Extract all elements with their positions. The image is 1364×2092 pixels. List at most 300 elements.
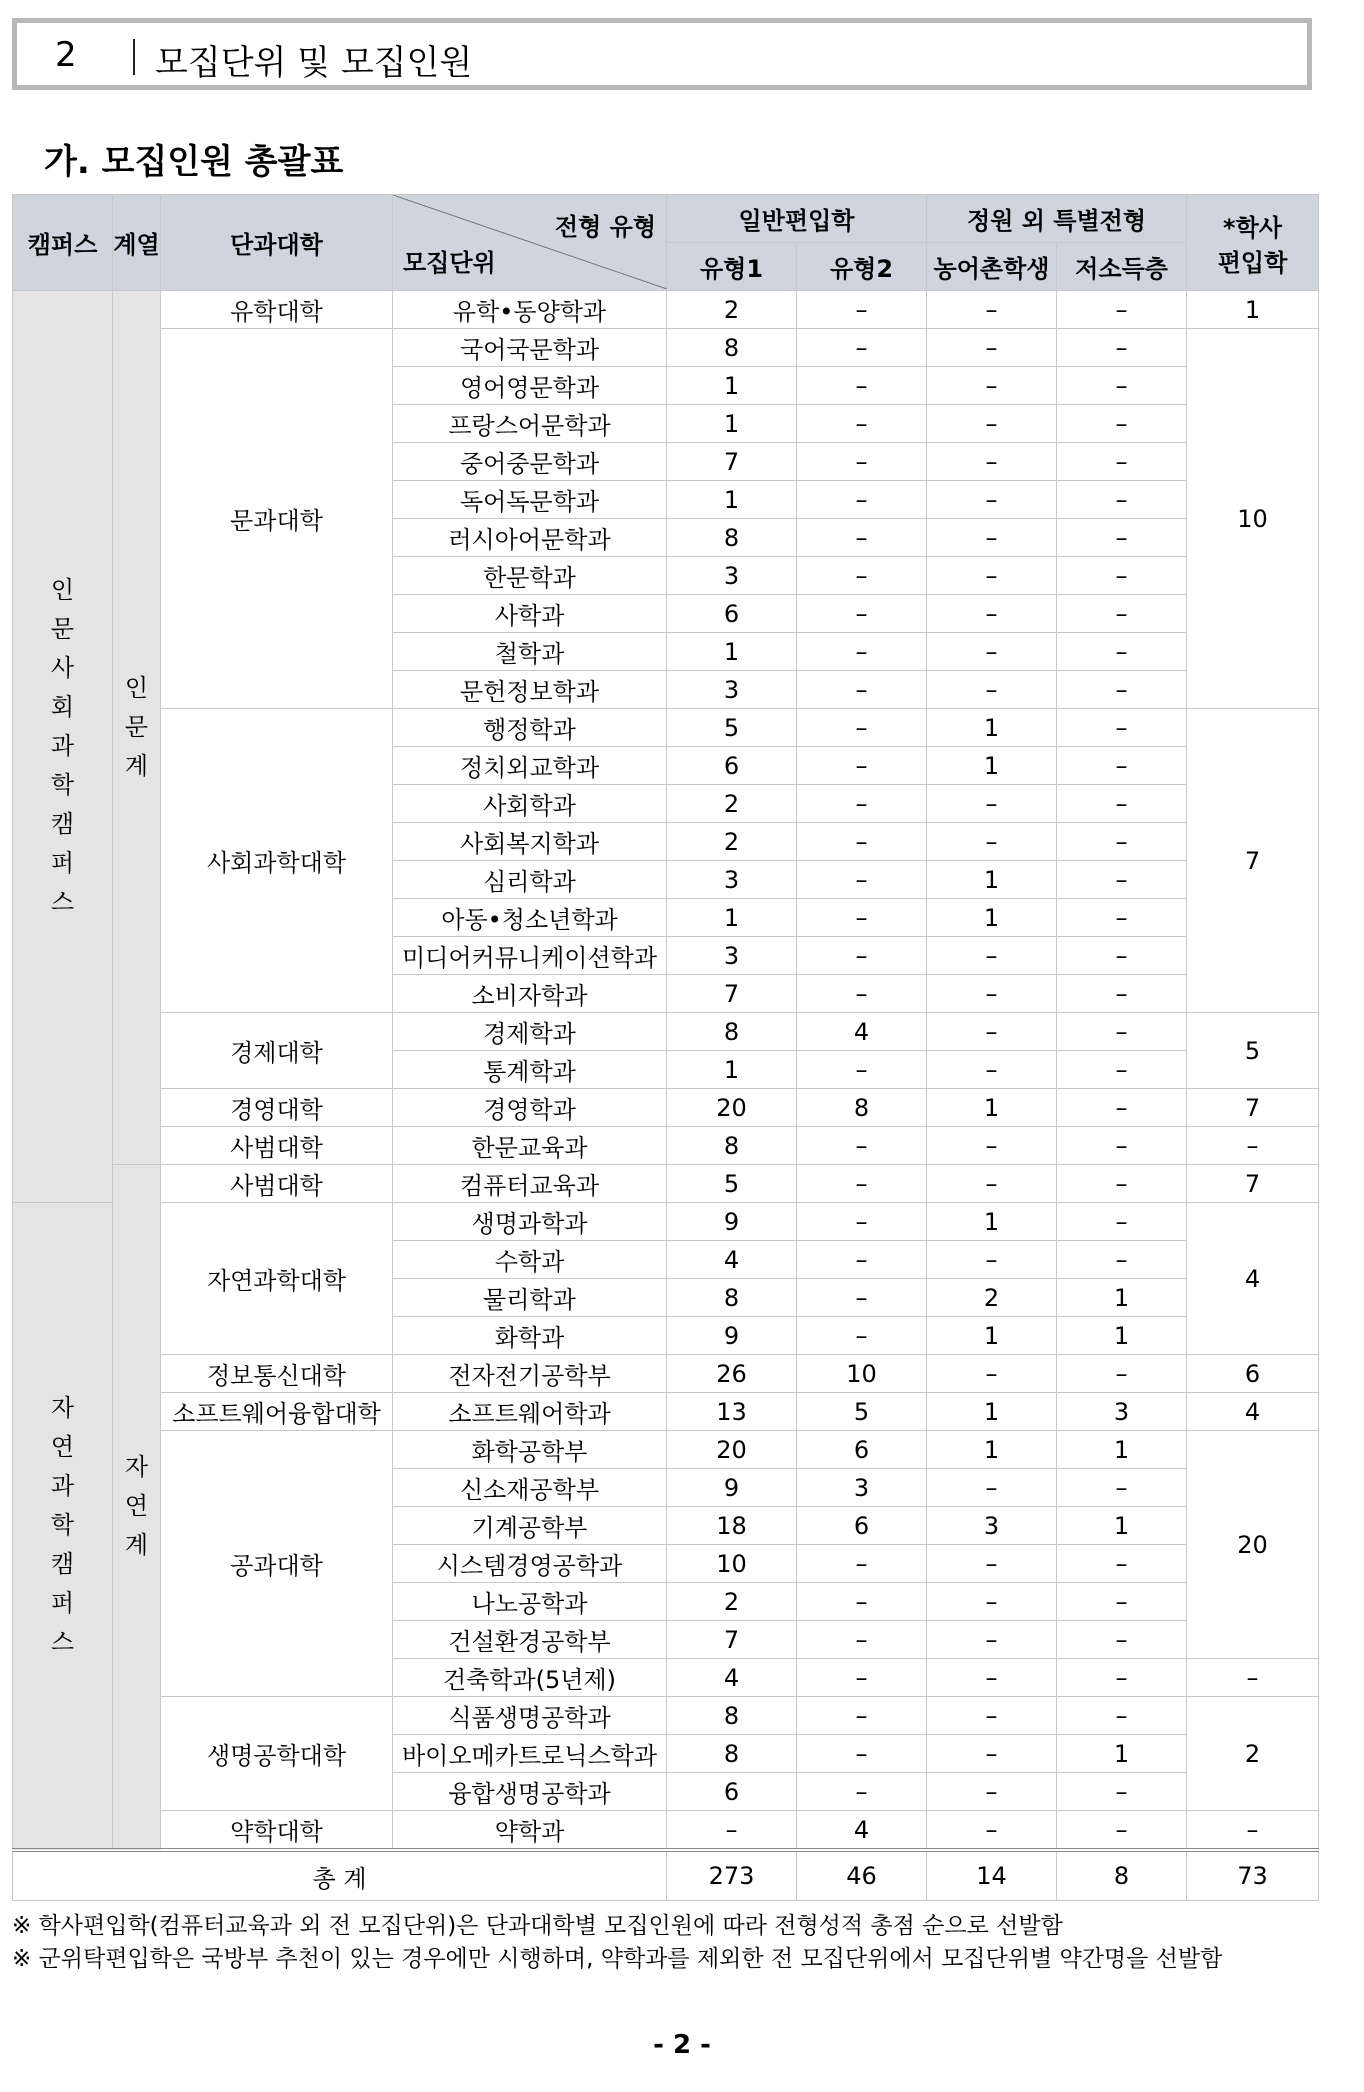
campus-char: 과 bbox=[50, 732, 75, 760]
campus-char: 캠 bbox=[50, 1550, 75, 1578]
unit-name-cell: 한문교육과 bbox=[393, 1127, 667, 1165]
lowincome-cell: – bbox=[1057, 1241, 1187, 1279]
lowincome-cell: – bbox=[1057, 1089, 1187, 1127]
rural-cell: – bbox=[927, 329, 1057, 367]
bachelor-cell: – bbox=[1187, 1127, 1319, 1165]
note-2: ※ 군위탁편입학은 국방부 추천이 있는 경우에만 시행하며, 약학과를 제외한 전 모집단위에서 모집단위별 약간명을 선발함 bbox=[12, 1946, 1223, 1972]
type1-cell: 7 bbox=[667, 443, 797, 481]
series-cell bbox=[113, 1165, 161, 1851]
total-bachelor: 73 bbox=[1187, 1850, 1319, 1901]
unit-name-cell: 영어영문학과 bbox=[393, 367, 667, 405]
lowincome-cell: 1 bbox=[1057, 1279, 1187, 1317]
rural-cell: – bbox=[927, 1697, 1057, 1735]
type1-cell: 8 bbox=[667, 1279, 797, 1317]
type2-cell: – bbox=[797, 1279, 927, 1317]
series-char: 문 bbox=[124, 713, 149, 741]
type1-cell: 3 bbox=[667, 937, 797, 975]
campus-char: 문 bbox=[50, 615, 75, 643]
campus-cell bbox=[13, 291, 113, 1203]
rural-cell: – bbox=[927, 595, 1057, 633]
type1-cell: 9 bbox=[667, 1317, 797, 1355]
lowincome-cell: 3 bbox=[1057, 1393, 1187, 1431]
rural-cell: – bbox=[927, 519, 1057, 557]
unit-name-cell: 건설환경공학부 bbox=[393, 1621, 667, 1659]
type1-cell: 13 bbox=[667, 1393, 797, 1431]
series-char: 계 bbox=[124, 1531, 149, 1559]
rural-cell: 1 bbox=[927, 1431, 1057, 1469]
header-bachelor-line2: 편입학 bbox=[1217, 248, 1288, 277]
type2-cell: – bbox=[797, 747, 927, 785]
campus-char: 사 bbox=[50, 654, 75, 682]
rural-cell: 1 bbox=[927, 1203, 1057, 1241]
lowincome-cell: 1 bbox=[1057, 1735, 1187, 1773]
rural-cell: 3 bbox=[927, 1507, 1057, 1545]
lowincome-cell: – bbox=[1057, 861, 1187, 899]
series-cell bbox=[113, 291, 161, 1165]
header-bachelor bbox=[1187, 195, 1319, 291]
type2-cell: – bbox=[797, 329, 927, 367]
type2-cell: – bbox=[797, 1203, 927, 1241]
type2-cell: 6 bbox=[797, 1507, 927, 1545]
lowincome-cell: – bbox=[1057, 671, 1187, 709]
type2-cell: – bbox=[797, 975, 927, 1013]
unit-name-cell: 국어국문학과 bbox=[393, 329, 667, 367]
header-special: 정원 외 특별전형 bbox=[927, 195, 1187, 243]
type2-cell: – bbox=[797, 405, 927, 443]
lowincome-cell: – bbox=[1057, 937, 1187, 975]
type2-cell: – bbox=[797, 1241, 927, 1279]
college-cell: 자연과학대학 bbox=[161, 1203, 393, 1355]
unit-name-cell: 생명과학과 bbox=[393, 1203, 667, 1241]
table-body bbox=[13, 291, 1319, 1901]
table-title: 가. 모집인원 총괄표 bbox=[44, 142, 344, 182]
rural-cell: – bbox=[927, 785, 1057, 823]
unit-name-cell: 프랑스어문학과 bbox=[393, 405, 667, 443]
campus-char: 학 bbox=[50, 771, 75, 799]
bachelor-cell: 10 bbox=[1187, 329, 1319, 709]
table-row bbox=[13, 1697, 1319, 1735]
unit-name-cell: 소비자학과 bbox=[393, 975, 667, 1013]
lowincome-cell: – bbox=[1057, 1127, 1187, 1165]
type2-cell: – bbox=[797, 937, 927, 975]
table-row bbox=[13, 1393, 1319, 1431]
section-header bbox=[12, 18, 1312, 90]
type2-cell: – bbox=[797, 1545, 927, 1583]
type1-cell: 8 bbox=[667, 1013, 797, 1051]
college-cell: 소프트웨어융합대학 bbox=[161, 1393, 393, 1431]
unit-name-cell: 철학과 bbox=[393, 633, 667, 671]
lowincome-cell: – bbox=[1057, 823, 1187, 861]
lowincome-cell: – bbox=[1057, 557, 1187, 595]
unit-name-cell: 사회복지학과 bbox=[393, 823, 667, 861]
type1-cell: 4 bbox=[667, 1659, 797, 1697]
type1-cell: 6 bbox=[667, 1773, 797, 1811]
type1-cell: 3 bbox=[667, 861, 797, 899]
campus-char: 자 bbox=[50, 1394, 75, 1422]
type2-cell: – bbox=[797, 367, 927, 405]
type2-cell: – bbox=[797, 633, 927, 671]
total-type1: 273 bbox=[667, 1850, 797, 1901]
type1-cell: 6 bbox=[667, 595, 797, 633]
type2-cell: 3 bbox=[797, 1469, 927, 1507]
type2-cell: – bbox=[797, 671, 927, 709]
rural-cell: – bbox=[927, 1165, 1057, 1203]
type1-cell: 20 bbox=[667, 1431, 797, 1469]
campus-char: 연 bbox=[50, 1433, 75, 1461]
section-number: 2 bbox=[55, 35, 77, 75]
type2-cell: – bbox=[797, 557, 927, 595]
type1-cell: 18 bbox=[667, 1507, 797, 1545]
bachelor-cell: – bbox=[1187, 1659, 1319, 1697]
series-char: 인 bbox=[124, 674, 149, 702]
college-cell: 문과대학 bbox=[161, 329, 393, 709]
rural-cell: – bbox=[927, 291, 1057, 329]
header-rural: 농어촌학생 bbox=[927, 243, 1057, 291]
header-campus: 캠퍼스 bbox=[13, 195, 113, 291]
type2-cell: – bbox=[797, 861, 927, 899]
table-row bbox=[13, 329, 1319, 367]
rural-cell: – bbox=[927, 1735, 1057, 1773]
unit-name-cell: 융합생명공학과 bbox=[393, 1773, 667, 1811]
page-number: - 2 - bbox=[653, 2030, 711, 2060]
lowincome-cell: – bbox=[1057, 1773, 1187, 1811]
unit-name-cell: 독어독문학과 bbox=[393, 481, 667, 519]
header-diagonal bbox=[393, 195, 667, 291]
lowincome-cell: – bbox=[1057, 1621, 1187, 1659]
table-row bbox=[13, 1355, 1319, 1393]
unit-name-cell: 식품생명공학과 bbox=[393, 1697, 667, 1735]
unit-name-cell: 나노공학과 bbox=[393, 1583, 667, 1621]
bachelor-cell: 7 bbox=[1187, 1089, 1319, 1127]
campus-char: 스 bbox=[50, 888, 75, 916]
lowincome-cell: – bbox=[1057, 1811, 1187, 1851]
type1-cell: 2 bbox=[667, 291, 797, 329]
type2-cell: 4 bbox=[797, 1811, 927, 1851]
bachelor-cell: 7 bbox=[1187, 1165, 1319, 1203]
rural-cell: – bbox=[927, 671, 1057, 709]
lowincome-cell: – bbox=[1057, 405, 1187, 443]
unit-name-cell: 수학과 bbox=[393, 1241, 667, 1279]
unit-name-cell: 경제학과 bbox=[393, 1013, 667, 1051]
rural-cell: – bbox=[927, 367, 1057, 405]
rural-cell: – bbox=[927, 823, 1057, 861]
type2-cell: – bbox=[797, 595, 927, 633]
college-cell: 사범대학 bbox=[161, 1127, 393, 1165]
table-row bbox=[13, 1165, 1319, 1203]
type2-cell: 10 bbox=[797, 1355, 927, 1393]
header-type1: 유형1 bbox=[667, 243, 797, 291]
table-row bbox=[13, 1127, 1319, 1165]
lowincome-cell: – bbox=[1057, 1659, 1187, 1697]
lowincome-cell: – bbox=[1057, 1469, 1187, 1507]
unit-name-cell: 미디어커뮤니케이션학과 bbox=[393, 937, 667, 975]
type1-cell: 1 bbox=[667, 405, 797, 443]
lowincome-cell: – bbox=[1057, 519, 1187, 557]
lowincome-cell: – bbox=[1057, 291, 1187, 329]
rural-cell: – bbox=[927, 1355, 1057, 1393]
college-cell: 공과대학 bbox=[161, 1431, 393, 1697]
rural-cell: – bbox=[927, 1241, 1057, 1279]
bachelor-cell: 7 bbox=[1187, 709, 1319, 1013]
admission-table bbox=[12, 194, 1319, 1901]
type1-cell: 2 bbox=[667, 823, 797, 861]
unit-name-cell: 건축학과(5년제) bbox=[393, 1659, 667, 1697]
campus-char: 학 bbox=[50, 1511, 75, 1539]
type2-cell: – bbox=[797, 823, 927, 861]
lowincome-cell: – bbox=[1057, 1013, 1187, 1051]
table-row bbox=[13, 1089, 1319, 1127]
bachelor-cell: 6 bbox=[1187, 1355, 1319, 1393]
rural-cell: – bbox=[927, 1127, 1057, 1165]
college-cell: 정보통신대학 bbox=[161, 1355, 393, 1393]
lowincome-cell: – bbox=[1057, 709, 1187, 747]
type2-cell: – bbox=[797, 1621, 927, 1659]
unit-name-cell: 아동•청소년학과 bbox=[393, 899, 667, 937]
rural-cell: 1 bbox=[927, 1317, 1057, 1355]
header-series: 계열 bbox=[113, 195, 161, 291]
rural-cell: 2 bbox=[927, 1279, 1057, 1317]
rural-cell: – bbox=[927, 975, 1057, 1013]
section-title: 모집단위 및 모집인원 bbox=[155, 43, 473, 83]
unit-name-cell: 소프트웨어학과 bbox=[393, 1393, 667, 1431]
college-cell: 생명공학대학 bbox=[161, 1697, 393, 1811]
rural-cell: – bbox=[927, 1469, 1057, 1507]
total-label: 총 계 bbox=[13, 1850, 667, 1901]
lowincome-cell: – bbox=[1057, 1355, 1187, 1393]
lowincome-cell: – bbox=[1057, 1165, 1187, 1203]
campus-char: 인 bbox=[50, 576, 75, 604]
rural-cell: – bbox=[927, 633, 1057, 671]
type1-cell: 1 bbox=[667, 1051, 797, 1089]
series-char: 계 bbox=[124, 752, 149, 780]
type1-cell: 2 bbox=[667, 785, 797, 823]
college-cell: 유학대학 bbox=[161, 291, 393, 329]
unit-name-cell: 정치외교학과 bbox=[393, 747, 667, 785]
rural-cell: 1 bbox=[927, 899, 1057, 937]
unit-name-cell: 사학과 bbox=[393, 595, 667, 633]
type1-cell: 10 bbox=[667, 1545, 797, 1583]
lowincome-cell: – bbox=[1057, 367, 1187, 405]
unit-name-cell: 화학공학부 bbox=[393, 1431, 667, 1469]
series-char: 연 bbox=[124, 1492, 149, 1520]
type2-cell: – bbox=[797, 709, 927, 747]
type1-cell: 20 bbox=[667, 1089, 797, 1127]
type2-cell: – bbox=[797, 519, 927, 557]
total-rural: 14 bbox=[927, 1850, 1057, 1901]
unit-name-cell: 유학•동양학과 bbox=[393, 291, 667, 329]
type2-cell: 8 bbox=[797, 1089, 927, 1127]
lowincome-cell: – bbox=[1057, 975, 1187, 1013]
rural-cell: 1 bbox=[927, 1393, 1057, 1431]
series-char: 자 bbox=[124, 1453, 149, 1481]
type2-cell: 5 bbox=[797, 1393, 927, 1431]
bachelor-cell: 1 bbox=[1187, 291, 1319, 329]
campus-cell bbox=[13, 1203, 113, 1851]
rural-cell: – bbox=[927, 937, 1057, 975]
header-college: 단과대학 bbox=[161, 195, 393, 291]
type2-cell: 4 bbox=[797, 1013, 927, 1051]
table-row bbox=[13, 1431, 1319, 1469]
unit-name-cell: 바이오메카트로닉스학과 bbox=[393, 1735, 667, 1773]
unit-name-cell: 화학과 bbox=[393, 1317, 667, 1355]
campus-char: 퍼 bbox=[50, 849, 75, 877]
lowincome-cell: – bbox=[1057, 481, 1187, 519]
campus-char: 캠 bbox=[50, 810, 75, 838]
type1-cell: – bbox=[667, 1811, 797, 1851]
type1-cell: 8 bbox=[667, 1697, 797, 1735]
campus-char: 회 bbox=[50, 693, 75, 721]
type1-cell: 1 bbox=[667, 367, 797, 405]
type2-cell: 6 bbox=[797, 1431, 927, 1469]
lowincome-cell: 1 bbox=[1057, 1317, 1187, 1355]
header-bachelor-line1: *학사 bbox=[1223, 213, 1282, 242]
bachelor-cell: 4 bbox=[1187, 1393, 1319, 1431]
total-row bbox=[13, 1850, 1319, 1901]
bachelor-cell: 5 bbox=[1187, 1013, 1319, 1089]
campus-char: 스 bbox=[50, 1628, 75, 1656]
table-row bbox=[13, 1203, 1319, 1241]
college-cell: 경영대학 bbox=[161, 1089, 393, 1127]
lowincome-cell: – bbox=[1057, 329, 1187, 367]
header-admission-type: 전형 유형 bbox=[554, 213, 656, 241]
unit-name-cell: 러시아어문학과 bbox=[393, 519, 667, 557]
table-row bbox=[13, 1811, 1319, 1851]
unit-name-cell: 중어중문학과 bbox=[393, 443, 667, 481]
table-row bbox=[13, 291, 1319, 329]
lowincome-cell: 1 bbox=[1057, 1507, 1187, 1545]
lowincome-cell: – bbox=[1057, 595, 1187, 633]
type2-cell: – bbox=[797, 291, 927, 329]
type1-cell: 9 bbox=[667, 1469, 797, 1507]
campus-char: 과 bbox=[50, 1472, 75, 1500]
type1-cell: 7 bbox=[667, 975, 797, 1013]
type1-cell: 2 bbox=[667, 1583, 797, 1621]
type1-cell: 5 bbox=[667, 1165, 797, 1203]
type2-cell: – bbox=[797, 1165, 927, 1203]
lowincome-cell: – bbox=[1057, 633, 1187, 671]
unit-name-cell: 시스템경영공학과 bbox=[393, 1545, 667, 1583]
divider bbox=[133, 39, 135, 75]
type1-cell: 9 bbox=[667, 1203, 797, 1241]
type1-cell: 8 bbox=[667, 1127, 797, 1165]
rural-cell: – bbox=[927, 1621, 1057, 1659]
rural-cell: – bbox=[927, 1773, 1057, 1811]
unit-name-cell: 심리학과 bbox=[393, 861, 667, 899]
rural-cell: – bbox=[927, 1545, 1057, 1583]
type1-cell: 3 bbox=[667, 557, 797, 595]
type1-cell: 26 bbox=[667, 1355, 797, 1393]
unit-name-cell: 사회학과 bbox=[393, 785, 667, 823]
type2-cell: – bbox=[797, 1127, 927, 1165]
rural-cell: – bbox=[927, 443, 1057, 481]
lowincome-cell: – bbox=[1057, 1545, 1187, 1583]
type2-cell: – bbox=[797, 785, 927, 823]
lowincome-cell: – bbox=[1057, 899, 1187, 937]
type1-cell: 7 bbox=[667, 1621, 797, 1659]
unit-name-cell: 한문학과 bbox=[393, 557, 667, 595]
type1-cell: 8 bbox=[667, 519, 797, 557]
type1-cell: 3 bbox=[667, 671, 797, 709]
type1-cell: 1 bbox=[667, 899, 797, 937]
unit-name-cell: 물리학과 bbox=[393, 1279, 667, 1317]
header-unit: 모집단위 bbox=[403, 249, 496, 277]
rural-cell: 1 bbox=[927, 1089, 1057, 1127]
type1-cell: 4 bbox=[667, 1241, 797, 1279]
type1-cell: 8 bbox=[667, 329, 797, 367]
lowincome-cell: 1 bbox=[1057, 1431, 1187, 1469]
college-cell: 사범대학 bbox=[161, 1165, 393, 1203]
lowincome-cell: – bbox=[1057, 443, 1187, 481]
type1-cell: 6 bbox=[667, 747, 797, 785]
rural-cell: 1 bbox=[927, 747, 1057, 785]
college-cell: 경제대학 bbox=[161, 1013, 393, 1089]
type2-cell: – bbox=[797, 1773, 927, 1811]
bachelor-cell: 2 bbox=[1187, 1697, 1319, 1811]
note-1: ※ 학사편입학(컴퓨터교육과 외 전 모집단위)은 단과대학별 모집인원에 따라 전형성적 총점 순으로 선발함 bbox=[12, 1913, 1063, 1939]
type1-cell: 1 bbox=[667, 481, 797, 519]
rural-cell: – bbox=[927, 1013, 1057, 1051]
table-row bbox=[13, 709, 1319, 747]
bachelor-cell: – bbox=[1187, 1811, 1319, 1851]
unit-name-cell: 행정학과 bbox=[393, 709, 667, 747]
type2-cell: – bbox=[797, 899, 927, 937]
type1-cell: 1 bbox=[667, 633, 797, 671]
type2-cell: – bbox=[797, 1735, 927, 1773]
header-general: 일반편입학 bbox=[667, 195, 927, 243]
notes bbox=[12, 1910, 1222, 1976]
table-row bbox=[13, 1013, 1319, 1051]
lowincome-cell: – bbox=[1057, 785, 1187, 823]
unit-name-cell: 컴퓨터교육과 bbox=[393, 1165, 667, 1203]
college-cell: 사회과학대학 bbox=[161, 709, 393, 1013]
lowincome-cell: – bbox=[1057, 1203, 1187, 1241]
type2-cell: – bbox=[797, 443, 927, 481]
campus-char: 퍼 bbox=[50, 1589, 75, 1617]
rural-cell: – bbox=[927, 1659, 1057, 1697]
header-type2: 유형2 bbox=[797, 243, 927, 291]
lowincome-cell: – bbox=[1057, 1583, 1187, 1621]
type2-cell: – bbox=[797, 1583, 927, 1621]
rural-cell: – bbox=[927, 481, 1057, 519]
college-cell: 약학대학 bbox=[161, 1811, 393, 1851]
bachelor-cell: 20 bbox=[1187, 1431, 1319, 1659]
lowincome-cell: – bbox=[1057, 1051, 1187, 1089]
unit-name-cell: 전자전기공학부 bbox=[393, 1355, 667, 1393]
header-lowincome: 저소득층 bbox=[1057, 243, 1187, 291]
unit-name-cell: 통계학과 bbox=[393, 1051, 667, 1089]
rural-cell: – bbox=[927, 1583, 1057, 1621]
type1-cell: 8 bbox=[667, 1735, 797, 1773]
rural-cell: – bbox=[927, 405, 1057, 443]
type2-cell: – bbox=[797, 1317, 927, 1355]
unit-name-cell: 기계공학부 bbox=[393, 1507, 667, 1545]
rural-cell: 1 bbox=[927, 709, 1057, 747]
rural-cell: – bbox=[927, 1811, 1057, 1851]
rural-cell: 1 bbox=[927, 861, 1057, 899]
unit-name-cell: 약학과 bbox=[393, 1811, 667, 1851]
type2-cell: – bbox=[797, 1051, 927, 1089]
type2-cell: – bbox=[797, 1659, 927, 1697]
lowincome-cell: – bbox=[1057, 747, 1187, 785]
total-lowincome: 8 bbox=[1057, 1850, 1187, 1901]
lowincome-cell: – bbox=[1057, 1697, 1187, 1735]
type1-cell: 5 bbox=[667, 709, 797, 747]
rural-cell: – bbox=[927, 1051, 1057, 1089]
rural-cell: – bbox=[927, 557, 1057, 595]
unit-name-cell: 신소재공학부 bbox=[393, 1469, 667, 1507]
type2-cell: – bbox=[797, 1697, 927, 1735]
unit-name-cell: 문헌정보학과 bbox=[393, 671, 667, 709]
